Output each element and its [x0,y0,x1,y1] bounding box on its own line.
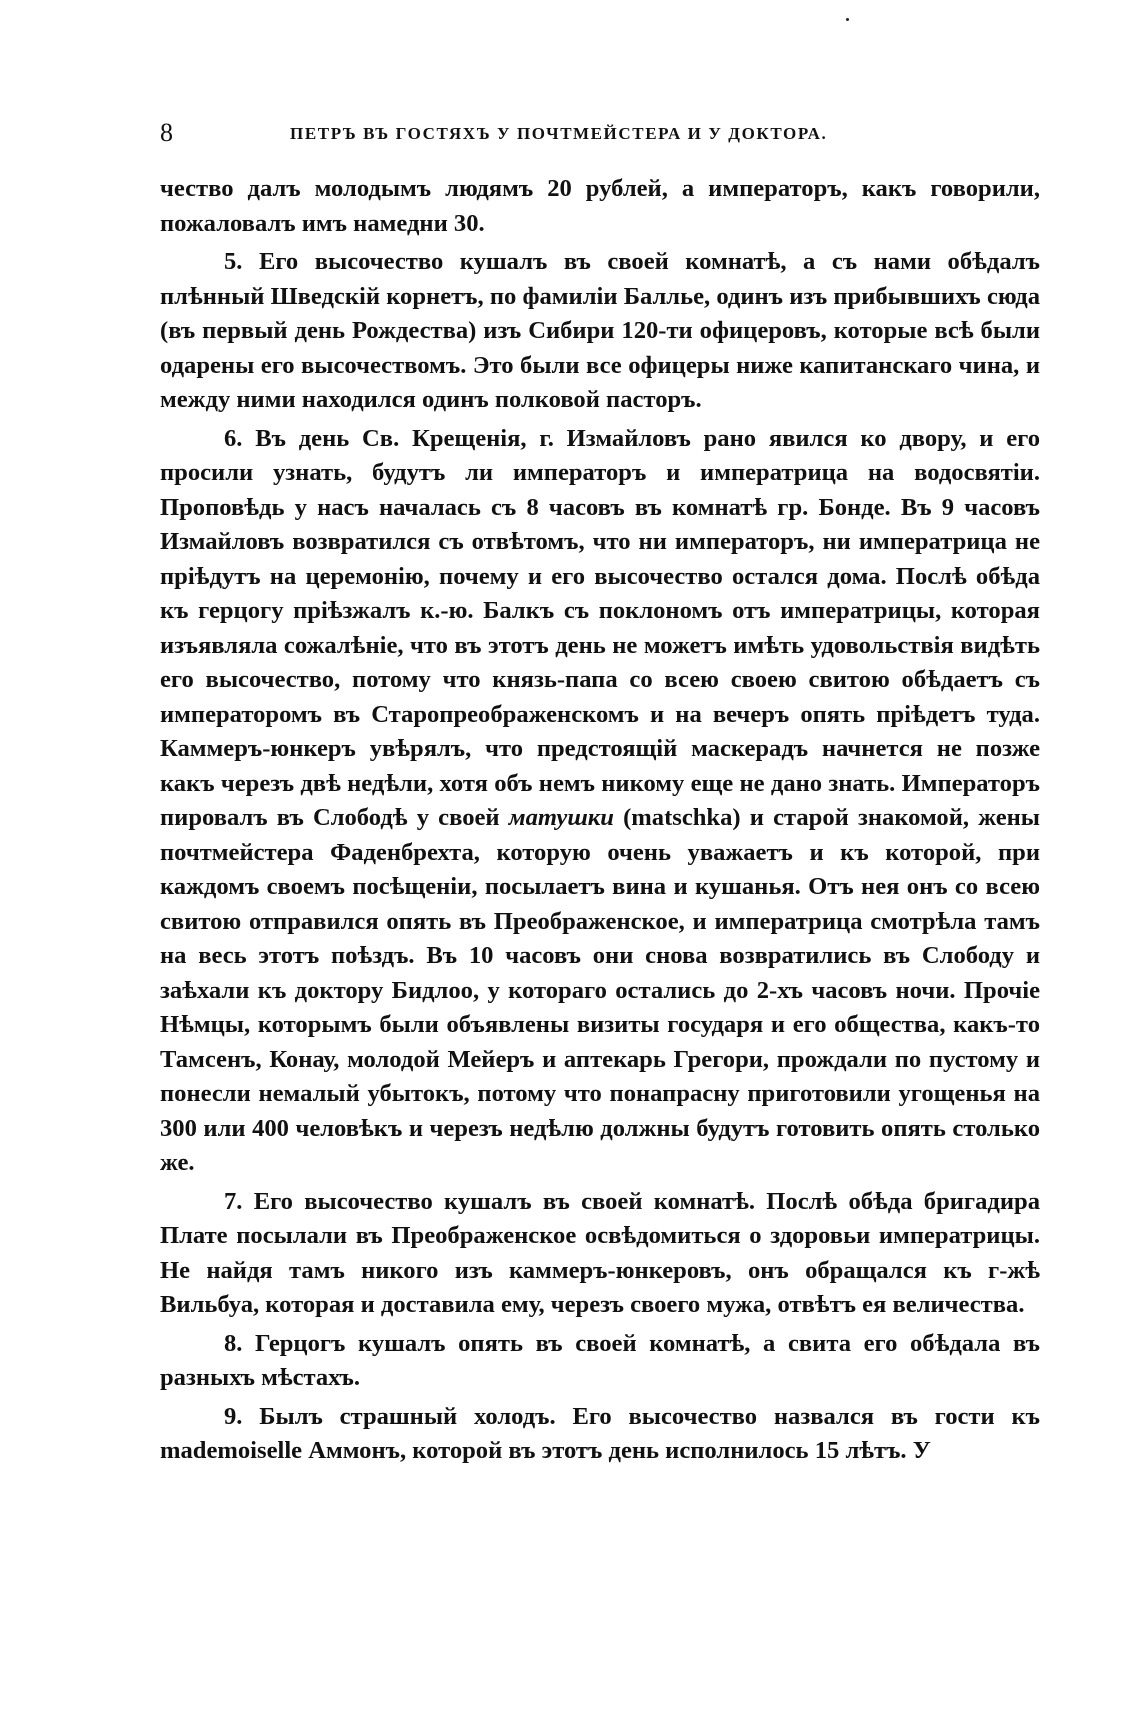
paragraph-continuation: чество далъ молодымъ людямъ 20 рублей, а императоръ, какъ говорили, пожаловалъ имъ намедни 30. [160,175,1040,237]
paragraph-entry-7: 7. Его высочество кушалъ въ своей комнатѣ. Послѣ обѣда бригадира Плате посылали въ Преображенское освѣдомиться о здоровьи императрицы. Не найдя тамъ никого изъ каммеръ-юнкеровъ, онъ обращался къ г-жѣ Вильбуа, которая и доставила ему, черезъ своего мужа, отвѣтъ ея величества. [160,1187,1040,1318]
paragraph-entry-5: 5. Его высочество кушалъ въ своей комнатѣ, а съ нами обѣдалъ плѣнный Шведскій корнетъ, по фамиліи Баллье, одинъ изъ прибывшихъ сюда (въ первый день Рождества) изъ Сибири 120-ти офицеровъ, которые всѣ были одарены его высочествомъ. Это были все офицеры ниже капитанскаго чина, и между ними находился одинъ полковой пасторъ. [160,248,1040,413]
page-header [160,118,1040,158]
scan-speck [846,18,849,21]
page-number: 8 [160,118,173,147]
body-text [160,172,1040,1473]
italic-emphasis: матушки [508,804,614,831]
paragraph-entry-9: 9. Былъ страшный холодъ. Его высочество назвался въ гости къ mademoiselle Аммонъ, которой въ этотъ день исполнилось 15 лѣтъ. У [160,1402,1040,1464]
paragraph-entry-8: 8. Герцогъ кушалъ опять въ своей комнатѣ, а свита его обѣдала въ разныхъ мѣстахъ. [160,1329,1040,1391]
paragraph-entry-6 [160,422,1040,1181]
paragraph-entry-6-part-2: (matschka) и старой знакомой, жены почтмейстера Фаденбрехта, которую очень уважаетъ и къ которой, при каждомъ своемъ посѣщеніи, посылаетъ вина и кушанья. Отъ нея онъ со всею свитою отправился опять въ Преображенское, и императрица смотрѣла тамъ на весь этотъ поѣздъ. Въ 10 часовъ они снова возвратились въ Слободу и заѣхали къ доктору Бидлоо, у котораго остались до 2-хъ часовъ ночи. Прочіе Нѣмцы, которымъ были объявлены визиты государя и его общества, какъ-то Тамсенъ, Конау, молодой Мейеръ и аптекарь Грегори, прождали по пустому и понесли немалый убытокъ, потому что понапрасну приготовили угощенья на 300 или 400 человѣкъ и черезъ недѣлю должны будутъ готовить опять столько же. [160,804,1040,1176]
paragraph-entry-6-part-1: 6. Въ день Св. Крещенія, г. Измайловъ рано явился ко двору, и его просили узнать, будутъ ли императоръ и императрица на водосвятіи. Проповѣдь у насъ началась съ 8 часовъ въ комнатѣ гр. Бонде. Въ 9 часовъ Измайловъ возвратился съ отвѣтомъ, что ни императоръ, ни императрица не пріѣдутъ на церемонію, почему и его высочество остался дома. Послѣ обѣда къ герцогу пріѣзжалъ к.-ю. Балкъ съ поклономъ отъ императрицы, которая изъявляла сожалѣніе, что въ этотъ день не можетъ имѣть удовольствія видѣть его высочество, потому что князь-папа со всею своею свитою обѣдаетъ съ императоромъ въ Старопреображенскомъ и на вечеръ опять пріѣдетъ туда. Каммеръ-юнкеръ увѣрялъ, что предстоящій маскерадъ начнется не позже какъ черезъ двѣ недѣли, хотя объ немъ никому еще не дано знать. Императоръ пировалъ въ Слободѣ у своей [160,424,1040,831]
running-head: ПЕТРЪ ВЪ ГОСТЯХЪ У ПОЧТМЕЙСТЕРА И У ДОКТОРА. [290,124,828,143]
